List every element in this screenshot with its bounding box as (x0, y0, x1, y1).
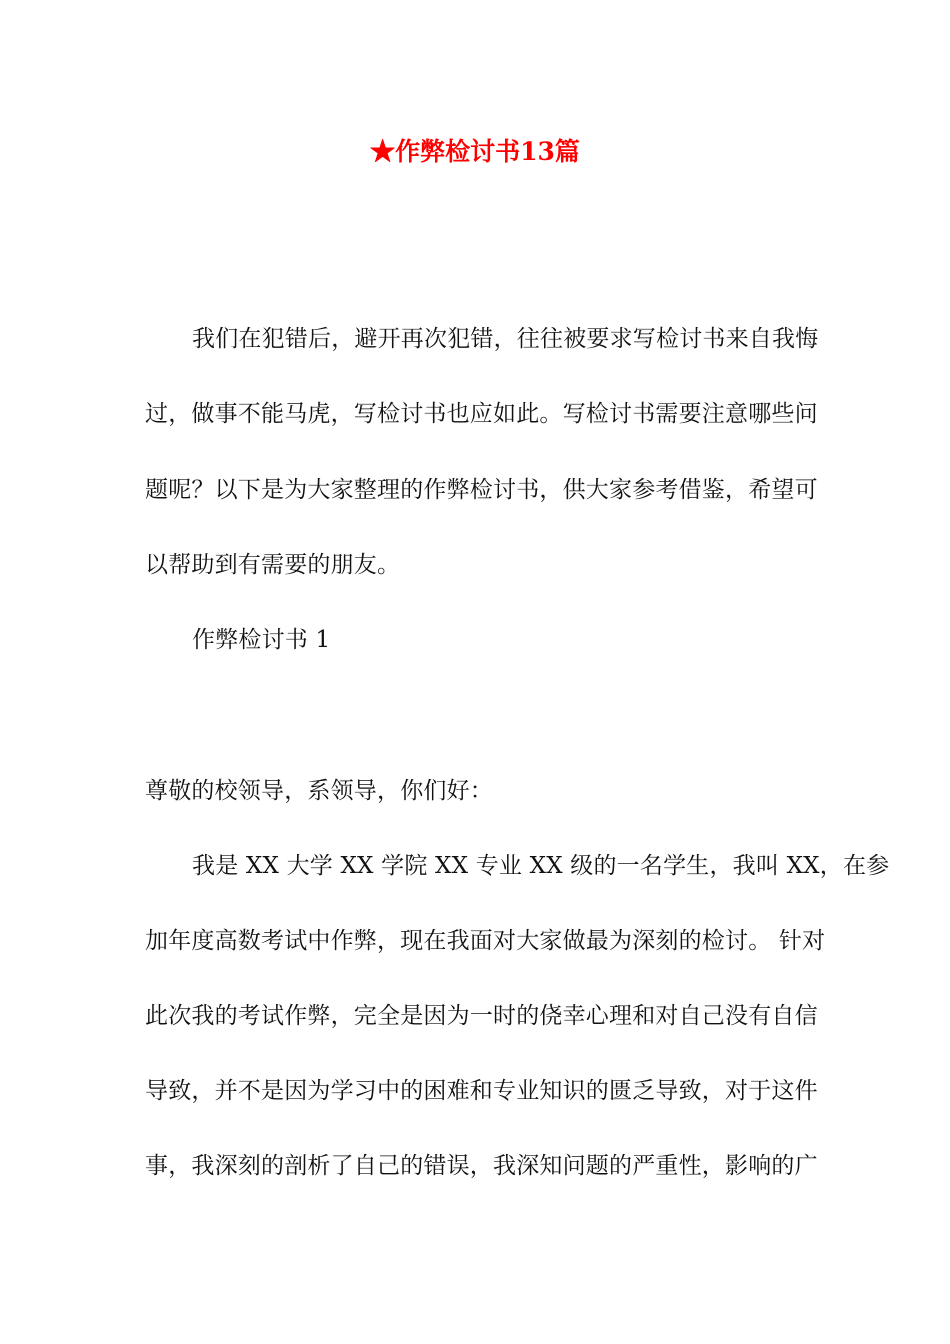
document-title: ★作弊检讨书13篇 (370, 137, 580, 166)
body-line-4: 导致，并不是因为学习中的困难和专业知识的匮乏导致，对于这件 (145, 1078, 818, 1104)
intro-line-1: 我们在犯错后，避开再次犯错，往往被要求写检讨书来自我悔 (192, 326, 819, 352)
body-line-3: 此次我的考试作弊，完全是因为一时的侥幸心理和对自己没有自信 (145, 1003, 818, 1029)
salutation: 尊敬的校领导，系领导，你们好： (145, 778, 493, 804)
intro-line-2: 过，做事不能马虎，写检讨书也应如此。写检讨书需要注意哪些问 (145, 401, 818, 427)
body-line-2: 加年度高数考试中作弊，现在我面对大家做最为深刻的检讨。 针对 (145, 928, 826, 954)
body-line-5: 事，我深刻的剖析了自己的错误，我深知问题的严重性，影响的广 (145, 1153, 818, 1179)
intro-line-3: 题呢？以下是为大家整理的作弊检讨书，供大家参考借鉴，希望可 (145, 477, 818, 503)
intro-line-4: 以帮助到有需要的朋友。 (145, 552, 401, 578)
body-line-1: 我是 XX 大学 XX 学院 XX 专业 XX 级的一名学生，我叫 XX，在参 (192, 853, 890, 879)
section-heading: 作弊检讨书 1 (192, 627, 331, 653)
